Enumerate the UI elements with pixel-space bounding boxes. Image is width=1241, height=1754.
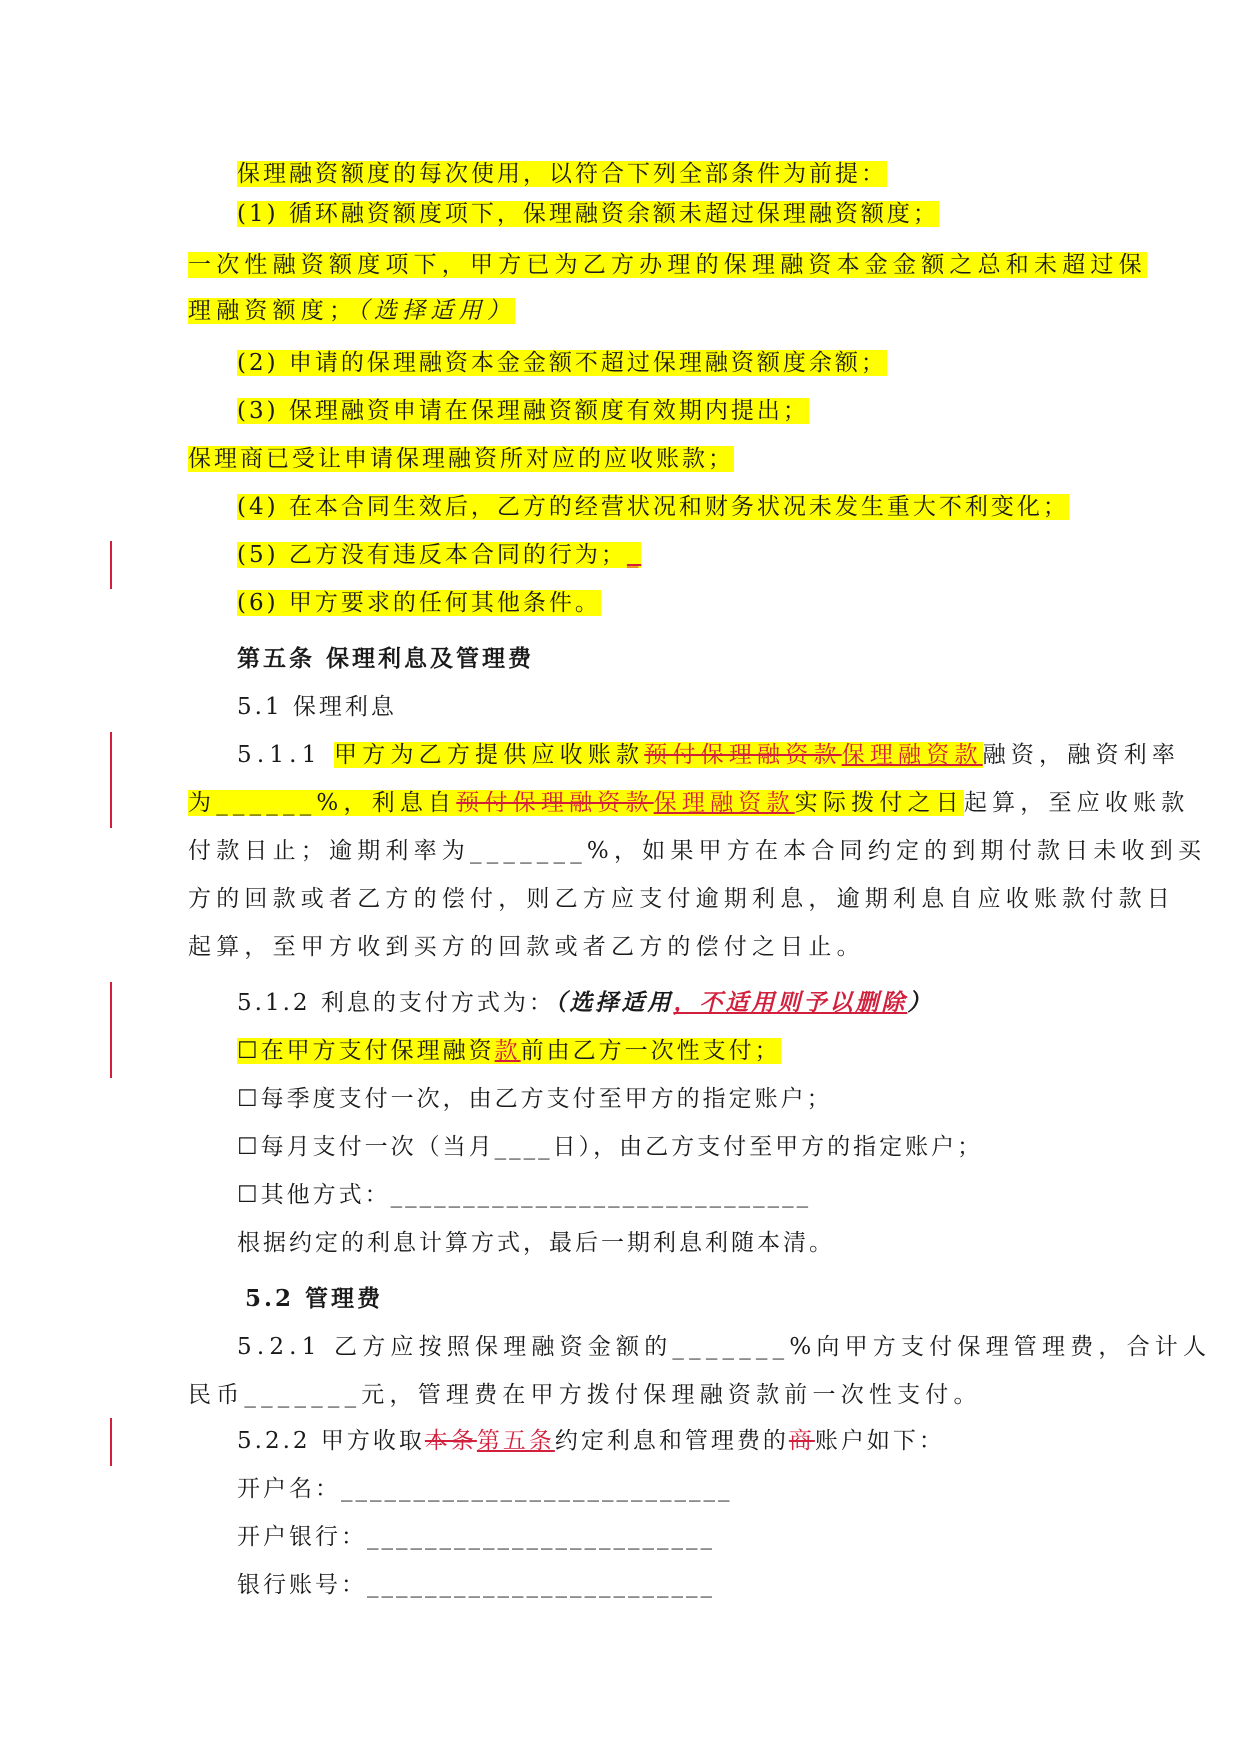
text: 保理融资额度的每次使用，以符合下列全部条件为前提： [237,161,887,187]
text: (1) 循环融资额度项下，保理融资余额未超过保理融资额度； [237,201,939,227]
paragraph [237,346,887,380]
paragraph [237,586,601,620]
paragraph [188,248,1147,282]
paragraph [237,490,1069,524]
paragraph: 起算，至甲方收到买方的回款或者乙方的偿付之日止。 [188,934,865,960]
deleted-text: 预付保理融资款 [456,790,654,816]
inserted-text: 保理融资款 [653,790,795,816]
text: 融资，融资利率 [982,742,1181,768]
paragraph [237,738,1180,772]
inserted-text: 款 [494,1038,521,1064]
text: 前由乙方一次性支付； [520,1038,781,1064]
text: 为______%，利息自 [188,790,457,816]
bank-field: 开户银行：________________________ [237,1524,715,1550]
text: 5.2.2 甲方收取 [237,1428,425,1454]
paragraph [237,1424,945,1458]
text: （选择适用） [357,298,515,324]
paragraph [188,294,515,328]
text: 实际拨付之日 [794,790,964,816]
paragraph: 民币_______元，管理费在甲方拨付保理融资款前一次性支付。 [188,1382,982,1408]
paragraph [237,157,887,191]
text: 起算，至应收账款 [963,790,1190,816]
text: (4) 在本合同生效后，乙方的经营状况和财务状况未发生重大不利变化； [237,494,1069,520]
change-bar [110,1418,112,1466]
inserted-text: 第五条 [476,1428,555,1454]
change-bar [110,982,112,1078]
paragraph [188,442,734,476]
paragraph [237,986,933,1020]
text: (5) 乙方没有违反本合同的行为； [237,542,627,568]
paragraph: 付款日止；逾期利率为_______%，如果甲方在本合同约定的到期付款日未收到买 [188,838,1207,864]
text: 理融资额度； [188,298,358,324]
deleted-text: 本条 [424,1428,477,1454]
paragraph [237,197,939,231]
inserted-text: ，不适用则予以删除 [673,989,908,1016]
paragraph: 根据约定的利息计算方式，最后一期利息利随本清。 [237,1230,835,1256]
subsection-heading: 5.1 保理利息 [237,694,397,720]
text: ☐在甲方支付保理融资 [237,1038,495,1064]
option: ☐每季度支付一次，由乙方支付至甲方的指定账户； [237,1086,833,1112]
text: 5.1.2 利息的支付方式为： [237,990,555,1016]
paragraph [188,786,1189,820]
change-bar [110,732,112,828]
text: 保理商已受让申请保理融资所对应的应收账款； [188,446,734,472]
section-heading: 第五条 保理利息及管理费 [237,645,535,672]
option: ☐其他方式：_____________________________ [237,1182,812,1208]
change-bar [110,541,112,589]
paragraph [237,394,809,428]
option [237,1034,781,1068]
text: (6) 甲方要求的任何其他条件。 [237,590,601,616]
account-name-field: 开户名：___________________________ [237,1476,733,1502]
deleted-text: 商 [788,1428,815,1454]
text: 约定利息和管理费的 [554,1428,789,1454]
text: (2) 申请的保理融资本金金额不超过保理融资额度余额； [237,350,887,376]
text: _ [626,542,642,568]
inserted-text: 保理融资款 [841,742,983,768]
paragraph: 5.2.1 乙方应按照保理融资金额的_______%向甲方支付保理管理费，合计人 [237,1334,1212,1360]
paragraph: 方的回款或者乙方的偿付，则乙方应支付逾期利息，逾期利息自应收账款付款日 [188,886,1175,912]
text: 5.1.1 [237,742,335,768]
text: （选择适用 [554,989,674,1016]
text: 甲方为乙方提供应收账款 [334,742,645,768]
text: 一次性融资额度项下，甲方已为乙方办理的保理融资本金金额之总和未超过保 [188,252,1147,278]
text: 账户如下： [814,1428,945,1454]
paragraph [237,538,641,572]
deleted-text: 预付保理融资款 [644,742,842,768]
subsection-heading: 5.2 管理费 [245,1285,384,1312]
text: (3) 保理融资申请在保理融资额度有效期内提出； [237,398,809,424]
account-number-field: 银行账号：________________________ [237,1572,715,1598]
option: ☐每月支付一次（当月____日），由乙方支付至甲方的指定账户； [237,1134,984,1160]
text: ） [907,989,934,1016]
